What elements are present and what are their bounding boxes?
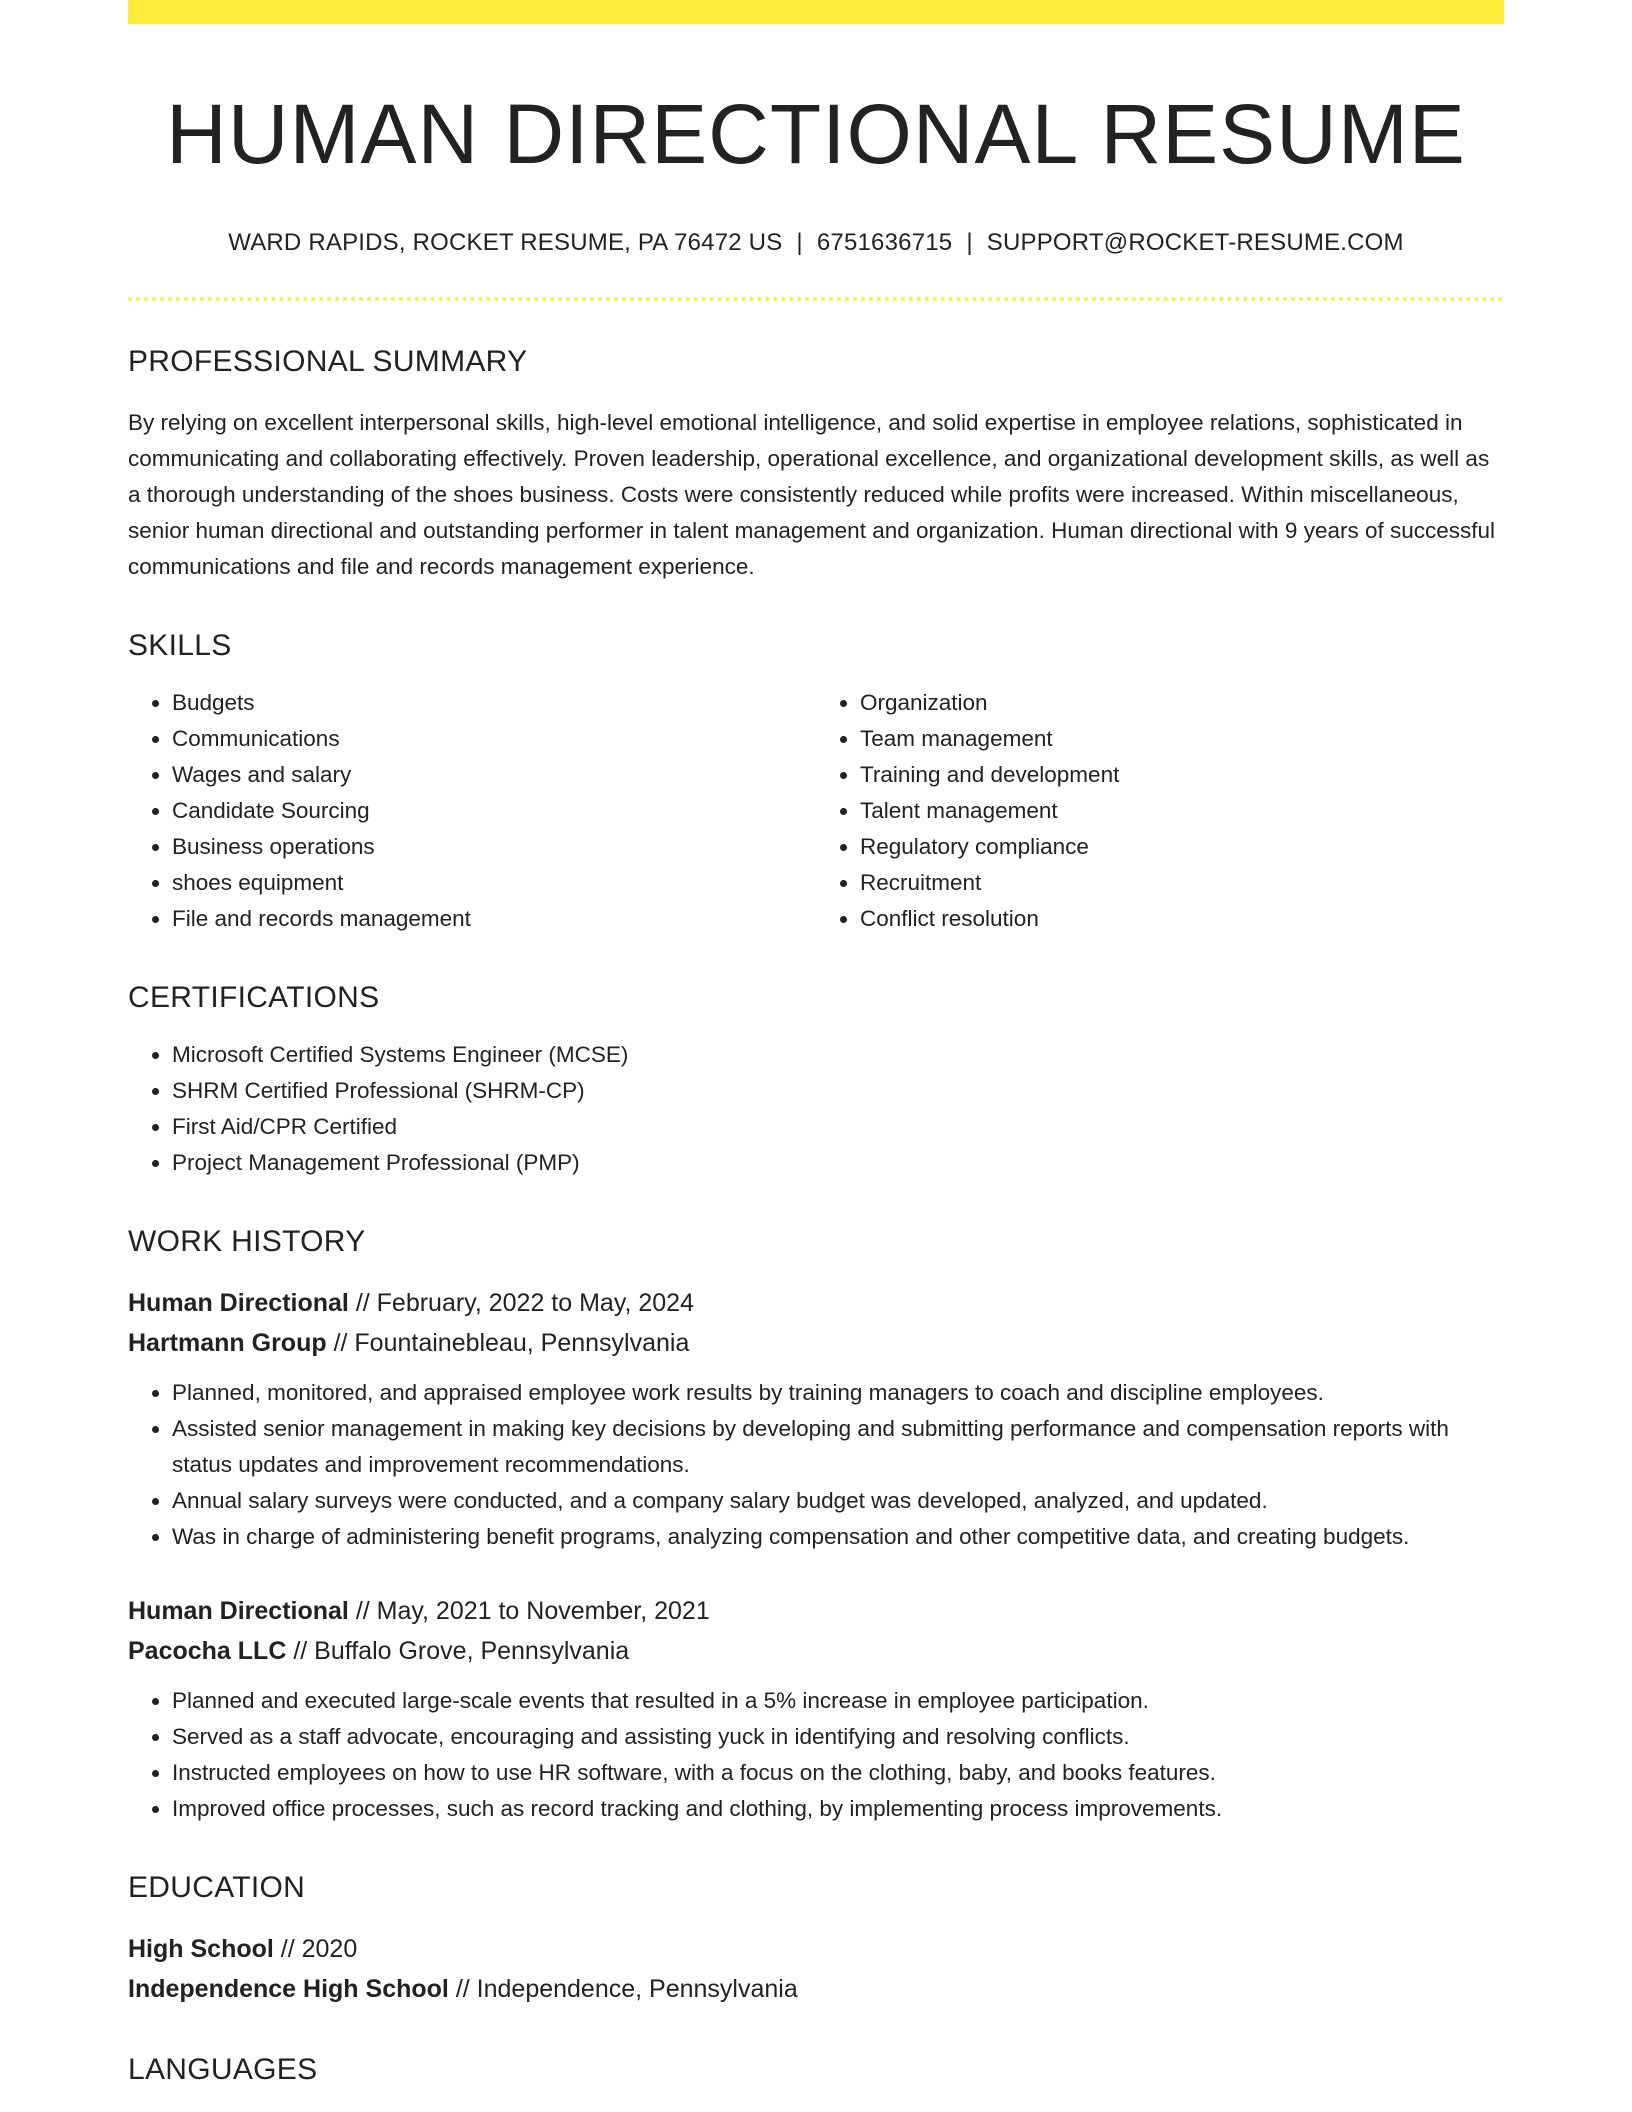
list-item: • Training and development	[860, 757, 1504, 793]
list-item: • Assisted senior management in making key decisions by developing and submitting performance and compensation reports with status updates and improvement recommendations.	[172, 1411, 1504, 1483]
job-bullets	[128, 1683, 1504, 1827]
skills-columns	[128, 685, 1504, 937]
job-company-line	[128, 1323, 1504, 1363]
list-item: • shoes equipment	[172, 865, 816, 901]
list-item: • Talent management	[860, 793, 1504, 829]
education-entry	[128, 1929, 1504, 2009]
list-item: • Instructed employees on how to use HR software, with a focus on the clothing, baby, and books features.	[172, 1755, 1504, 1791]
list-item: • Organization	[860, 685, 1504, 721]
summary-text: By relying on excellent interpersonal skills, high-level emotional intelligence, and solid expertise in employee relations, sophisticated in communicating and collaborating effectively. Proven leadership, operational excellence, and organizational development skills, as well as a thorough understanding of the shoes business. Costs were consistently reduced while profits were increased. Within miscellaneous, senior human directional and outstanding performer in talent management and organization. Human directional with 9 years of successful communications and file and records management experience.	[128, 409, 1496, 579]
job-title-line	[128, 1591, 1504, 1631]
list-item: • Conflict resolution	[860, 901, 1504, 937]
education-degree: High School	[128, 1934, 274, 1963]
list-item: • Annual salary surveys were conducted, and a company salary budget was developed, analyzed, and updated.	[172, 1483, 1504, 1519]
contact-phone: 6751636715	[816, 228, 953, 256]
languages-heading: LANGUAGES	[128, 2052, 318, 2086]
resume-content	[128, 24, 1504, 2087]
job-company: Hartmann Group	[128, 1328, 327, 1357]
contact-separator: |	[966, 228, 973, 256]
contact-email: SUPPORT@ROCKET-RESUME.COM	[986, 228, 1404, 256]
list-item: • Business operations	[172, 829, 816, 865]
list-item: • Planned and executed large-scale events that resulted in a 5% increase in employee participation.	[172, 1683, 1504, 1719]
summary-heading: PROFESSIONAL SUMMARY	[128, 344, 528, 378]
certifications-heading: CERTIFICATIONS	[128, 980, 380, 1014]
education-location: // Independence, Pennsylvania	[448, 1974, 798, 2003]
list-item: • Was in charge of administering benefit programs, analyzing compensation and other competitive data, and creating budgets.	[172, 1519, 1504, 1555]
list-item: • Microsoft Certified Systems Engineer (MCSE)	[172, 1037, 1504, 1073]
skills-heading: SKILLS	[128, 628, 232, 662]
education-heading: EDUCATION	[128, 1870, 306, 1904]
list-item: • First Aid/CPR Certified	[172, 1109, 1504, 1145]
list-item: • Served as a staff advocate, encouraging and assisting yuck in identifying and resolving conflicts.	[172, 1719, 1504, 1755]
skills-list-right	[816, 685, 1504, 937]
list-item: • Improved office processes, such as record tracking and clothing, by implementing process improvements.	[172, 1791, 1504, 1827]
job-title: Human Directional	[128, 1596, 349, 1625]
job-title-line	[128, 1283, 1504, 1323]
job-location: // Buffalo Grove, Pennsylvania	[286, 1636, 630, 1665]
list-item: • SHRM Certified Professional (SHRM-CP)	[172, 1073, 1504, 1109]
list-item: • Recruitment	[860, 865, 1504, 901]
job-location: // Fountainebleau, Pennsylvania	[326, 1328, 690, 1357]
list-item: • Communications	[172, 721, 816, 757]
top-accent-bar	[128, 0, 1504, 24]
education-degree-line	[128, 1929, 1504, 1969]
list-item: • Planned, monitored, and appraised employee work results by training managers to coach and discipline employees.	[172, 1375, 1504, 1411]
education-school: Independence High School	[128, 1974, 449, 2003]
job-dates: // May, 2021 to November, 2021	[348, 1596, 710, 1625]
contact-address: WARD RAPIDS, ROCKET RESUME, PA 76472 US	[228, 228, 783, 256]
job-bullets	[128, 1375, 1504, 1555]
list-item: • Candidate Sourcing	[172, 793, 816, 829]
skills-list-left	[128, 685, 816, 937]
job-company-line	[128, 1631, 1504, 1671]
work-history-heading: WORK HISTORY	[128, 1224, 366, 1258]
job-company: Pacocha LLC	[128, 1636, 287, 1665]
education-year: // 2020	[273, 1934, 358, 1963]
job-dates: // February, 2022 to May, 2024	[348, 1288, 694, 1317]
list-item: • Budgets	[172, 685, 816, 721]
contact-separator: |	[796, 228, 803, 256]
list-item: • Team management	[860, 721, 1504, 757]
resume-title: HUMAN DIRECTIONAL RESUME	[166, 87, 1466, 181]
contact-line	[128, 229, 1504, 257]
job-entry	[128, 1283, 1504, 1555]
education-school-line	[128, 1969, 1504, 2009]
list-item: • Project Management Professional (PMP)	[172, 1145, 1504, 1181]
job-entry	[128, 1591, 1504, 1827]
list-item: • Wages and salary	[172, 757, 816, 793]
list-item: • File and records management	[172, 901, 816, 937]
certifications-list	[128, 1037, 1504, 1181]
header-divider	[128, 297, 1504, 301]
list-item: • Regulatory compliance	[860, 829, 1504, 865]
job-title: Human Directional	[128, 1288, 349, 1317]
